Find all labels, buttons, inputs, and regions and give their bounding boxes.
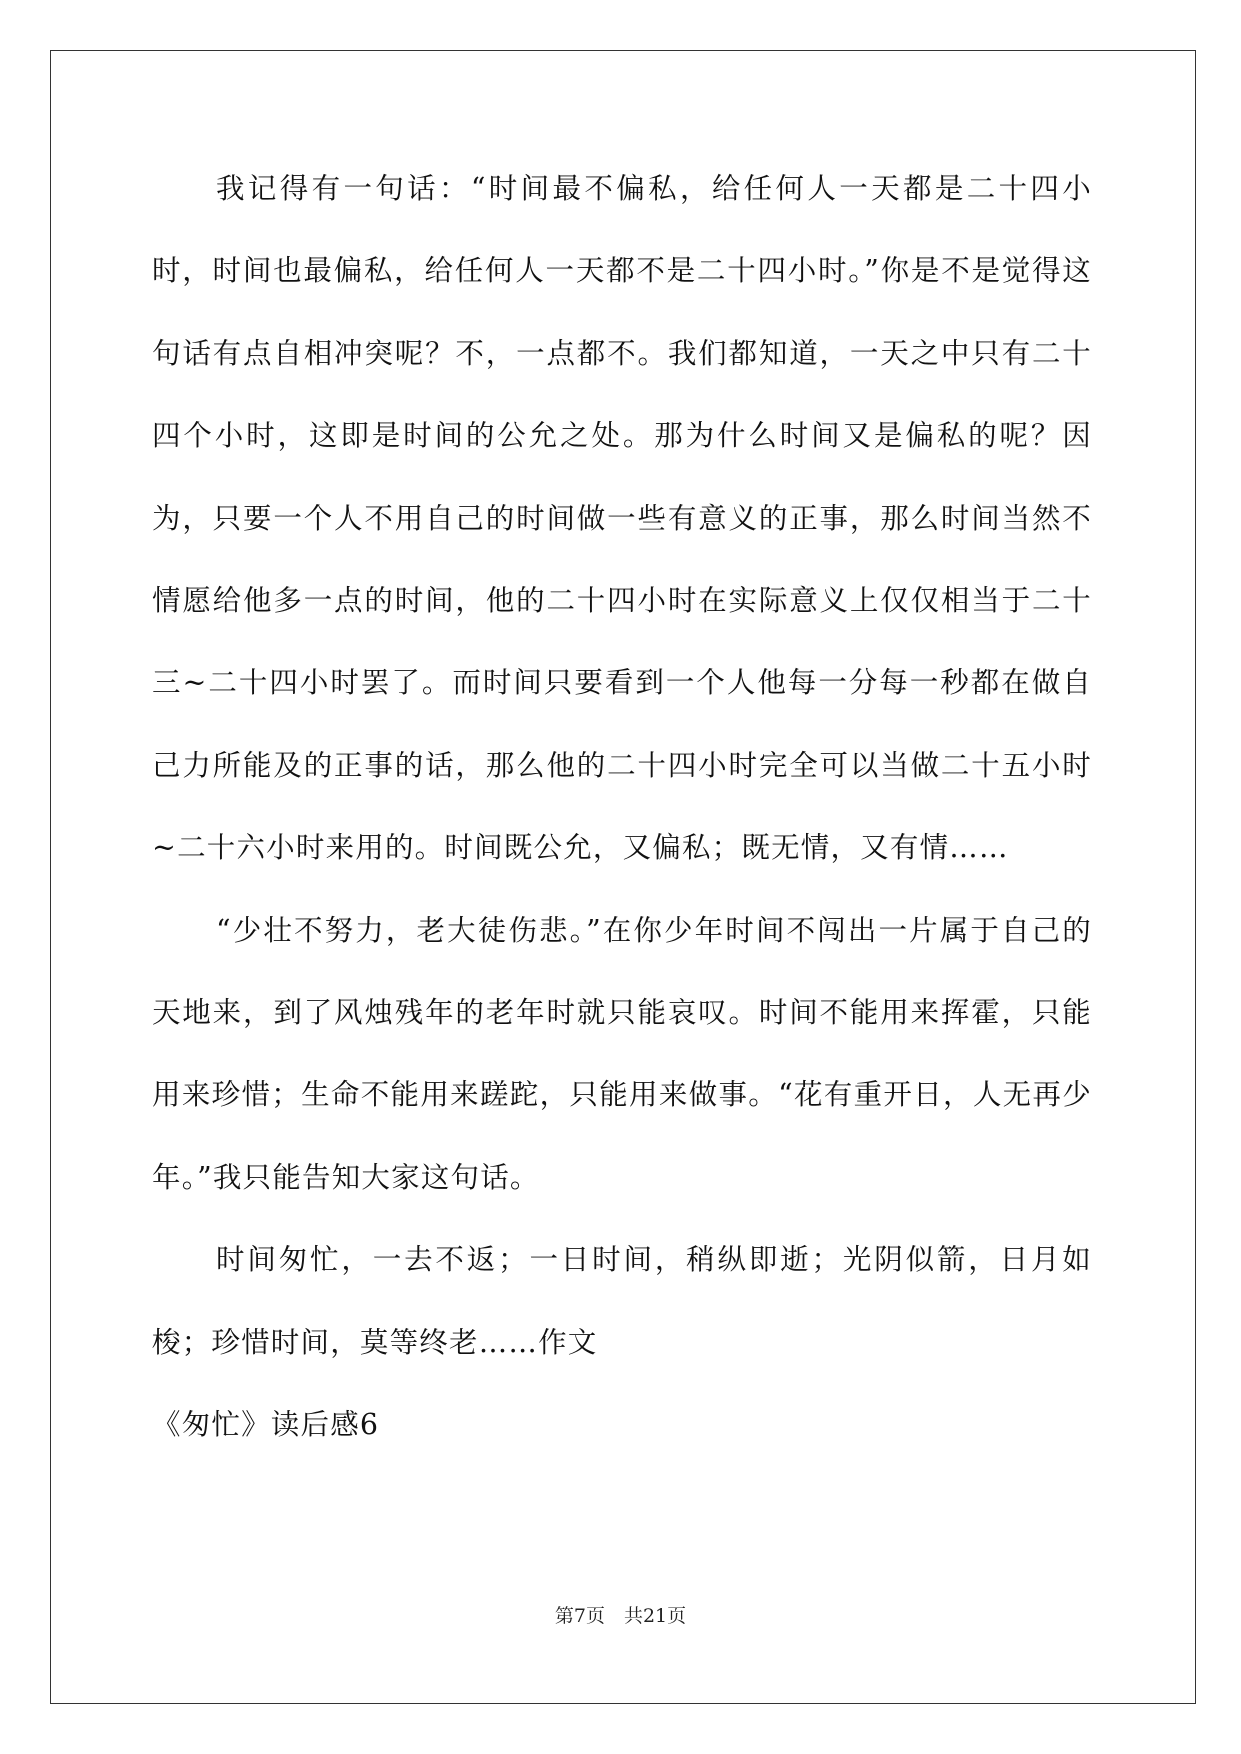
page-footer: 第7页 共21页: [554, 1605, 687, 1627]
paragraph-3: 时间匆忙，一去不返；一日时间，稍纵即逝；光阴似箭，日月如梭；珍惜时间，莫等终老……作文: [152, 1243, 1092, 1359]
paragraph-1: 我记得有一句话：“时间最不偏私，给任何人一天都是二十四小时，时间也最偏私，给任何人一天都不是二十四小时。”你是不是觉得这句话有点自相冲突呢？不，一点都不。我们都知道，一天之中只有二十四个小时，这即是时间的公允之处。那为什么时间又是偏私的呢？因为，只要一个人不用自己的时间做一些有意义的正事，那么时间当然不情愿给他多一点的时间，他的二十四小时在实际意义上仅仅相当于二十三~二十四小时罢了。而时间只要看到一个人他每一分每一秒都在做自己力所能及的正事的话，那么他的二十四小时完全可以当做二十五小时~二十六小时来用的。时间既公允，又偏私；既无情，又有情……: [152, 172, 1092, 865]
document-body: [152, 148, 1092, 1467]
section-heading: 《匆忙》读后感6: [152, 1408, 380, 1442]
paragraph-2: “少壮不努力，老大徒伤悲。”在你少年时间不闯出一片属于自己的天地来，到了风烛残年的老年时就只能哀叹。时间不能用来挥霍，只能用来珍惜；生命不能用来蹉跎，只能用来做事。“花有重开日，人无再少年。”我只能告知大家这句话。: [152, 913, 1092, 1194]
